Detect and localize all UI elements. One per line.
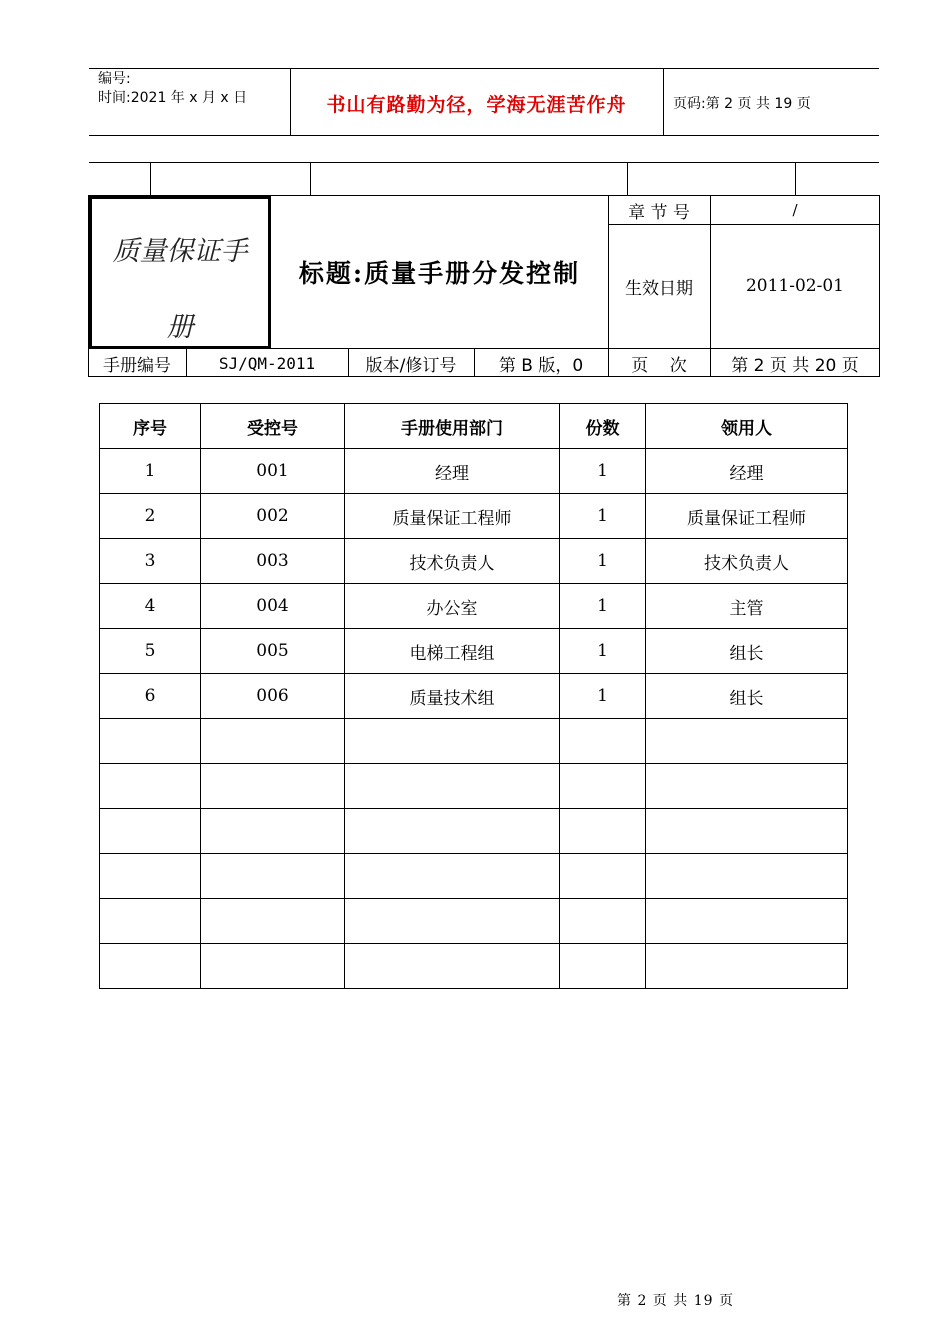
cell-recipient <box>646 854 848 899</box>
cell-control-number: 001 <box>201 449 345 494</box>
page-label: 页 次 <box>631 355 687 376</box>
effective-date-label: 生效日期 <box>625 278 693 299</box>
cell-recipient: 组长 <box>646 629 848 674</box>
table-row <box>100 854 848 899</box>
manual-name-line2: 册 <box>166 312 194 343</box>
cell-recipient: 组长 <box>646 674 848 719</box>
cell-index <box>100 944 201 989</box>
cell-index: 2 <box>100 494 201 539</box>
cell-copies: 1 <box>560 584 646 629</box>
cell-copies: 1 <box>560 494 646 539</box>
cell-control-number <box>201 809 345 854</box>
cell-index: 3 <box>100 539 201 584</box>
header-top-rule <box>89 68 879 69</box>
effective-date-value: 2011-02-01 <box>745 276 844 296</box>
cell-index <box>100 854 201 899</box>
cell-department: 电梯工程组 <box>345 629 560 674</box>
table-row <box>100 944 848 989</box>
table-header-row <box>100 404 848 449</box>
cell-department <box>345 944 560 989</box>
cell-department: 质量保证工程师 <box>345 494 560 539</box>
cell-control-number <box>201 719 345 764</box>
cell-recipient <box>646 809 848 854</box>
header-page-info: 页码:第 2 页 共 19 页 <box>673 96 811 112</box>
manual-name-line1: 质量保证手 <box>112 236 248 267</box>
header-bottom-rule <box>89 135 879 136</box>
cell-recipient: 技术负责人 <box>646 539 848 584</box>
document-title: 标题:质量手册分发控制 <box>298 258 581 288</box>
cell-control-number: 002 <box>201 494 345 539</box>
table-row <box>100 764 848 809</box>
cell-copies: 1 <box>560 539 646 584</box>
cell-department <box>345 719 560 764</box>
column-header-index: 序号 <box>100 404 201 449</box>
cell-department: 经理 <box>345 449 560 494</box>
column-header-department: 手册使用部门 <box>345 404 560 449</box>
table-row <box>100 809 848 854</box>
cell-recipient <box>646 944 848 989</box>
cell-control-number: 006 <box>201 674 345 719</box>
footer-page-number: 第 2 页 共 19 页 <box>617 1293 734 1309</box>
cell-department <box>345 764 560 809</box>
cell-recipient <box>646 764 848 809</box>
cell-copies <box>560 764 646 809</box>
column-header-recipient: 领用人 <box>646 404 848 449</box>
cell-copies <box>560 809 646 854</box>
cell-index: 1 <box>100 449 201 494</box>
cell-department: 办公室 <box>345 584 560 629</box>
table-row <box>100 449 848 494</box>
cell-department <box>345 899 560 944</box>
page-value: 第 2 页 共 20 页 <box>731 355 859 376</box>
table-row <box>100 674 848 719</box>
cell-index: 6 <box>100 674 201 719</box>
cell-department: 技术负责人 <box>345 539 560 584</box>
cell-copies <box>560 899 646 944</box>
cell-recipient: 主管 <box>646 584 848 629</box>
version-label: 版本/修订号 <box>365 355 457 376</box>
column-header-copies: 份数 <box>560 404 646 449</box>
cell-copies <box>560 719 646 764</box>
manual-number-value: SJ/QM-2011 <box>218 353 316 373</box>
cell-index <box>100 719 201 764</box>
cell-department <box>345 854 560 899</box>
version-value: 第 B 版，0 <box>498 355 584 376</box>
cell-recipient <box>646 899 848 944</box>
cell-index: 4 <box>100 584 201 629</box>
cell-index: 5 <box>100 629 201 674</box>
cell-department <box>345 809 560 854</box>
cell-copies <box>560 944 646 989</box>
motto: 书山有路勤为径，学海无涯苦作舟 <box>326 94 627 116</box>
cell-copies <box>560 854 646 899</box>
time-label: 时间:2021 年 x 月 x 日 <box>98 90 248 106</box>
cell-control-number: 004 <box>201 584 345 629</box>
chapter-value: / <box>792 201 798 219</box>
cell-recipient: 质量保证工程师 <box>646 494 848 539</box>
table-row <box>100 539 848 584</box>
cell-copies: 1 <box>560 449 646 494</box>
cell-department: 质量技术组 <box>345 674 560 719</box>
cell-copies: 1 <box>560 629 646 674</box>
cell-copies: 1 <box>560 674 646 719</box>
manual-name-box <box>89 196 271 349</box>
table-row <box>100 899 848 944</box>
table-row <box>100 494 848 539</box>
cell-control-number <box>201 854 345 899</box>
table-row <box>100 629 848 674</box>
cell-index <box>100 809 201 854</box>
header-divider <box>663 68 664 135</box>
manual-number-label: 手册编号 <box>103 355 171 376</box>
cell-recipient <box>646 719 848 764</box>
cell-control-number: 003 <box>201 539 345 584</box>
cell-recipient: 经理 <box>646 449 848 494</box>
cell-control-number: 005 <box>201 629 345 674</box>
table-row <box>100 719 848 764</box>
serial-number-label: 编号: <box>98 71 131 87</box>
column-header-control-number: 受控号 <box>201 404 345 449</box>
chapter-label: 章 节 号 <box>628 202 690 223</box>
cell-control-number <box>201 944 345 989</box>
table-row <box>100 584 848 629</box>
cell-index <box>100 764 201 809</box>
cell-index <box>100 899 201 944</box>
distribution-table <box>99 403 848 989</box>
cell-control-number <box>201 899 345 944</box>
cell-control-number <box>201 764 345 809</box>
